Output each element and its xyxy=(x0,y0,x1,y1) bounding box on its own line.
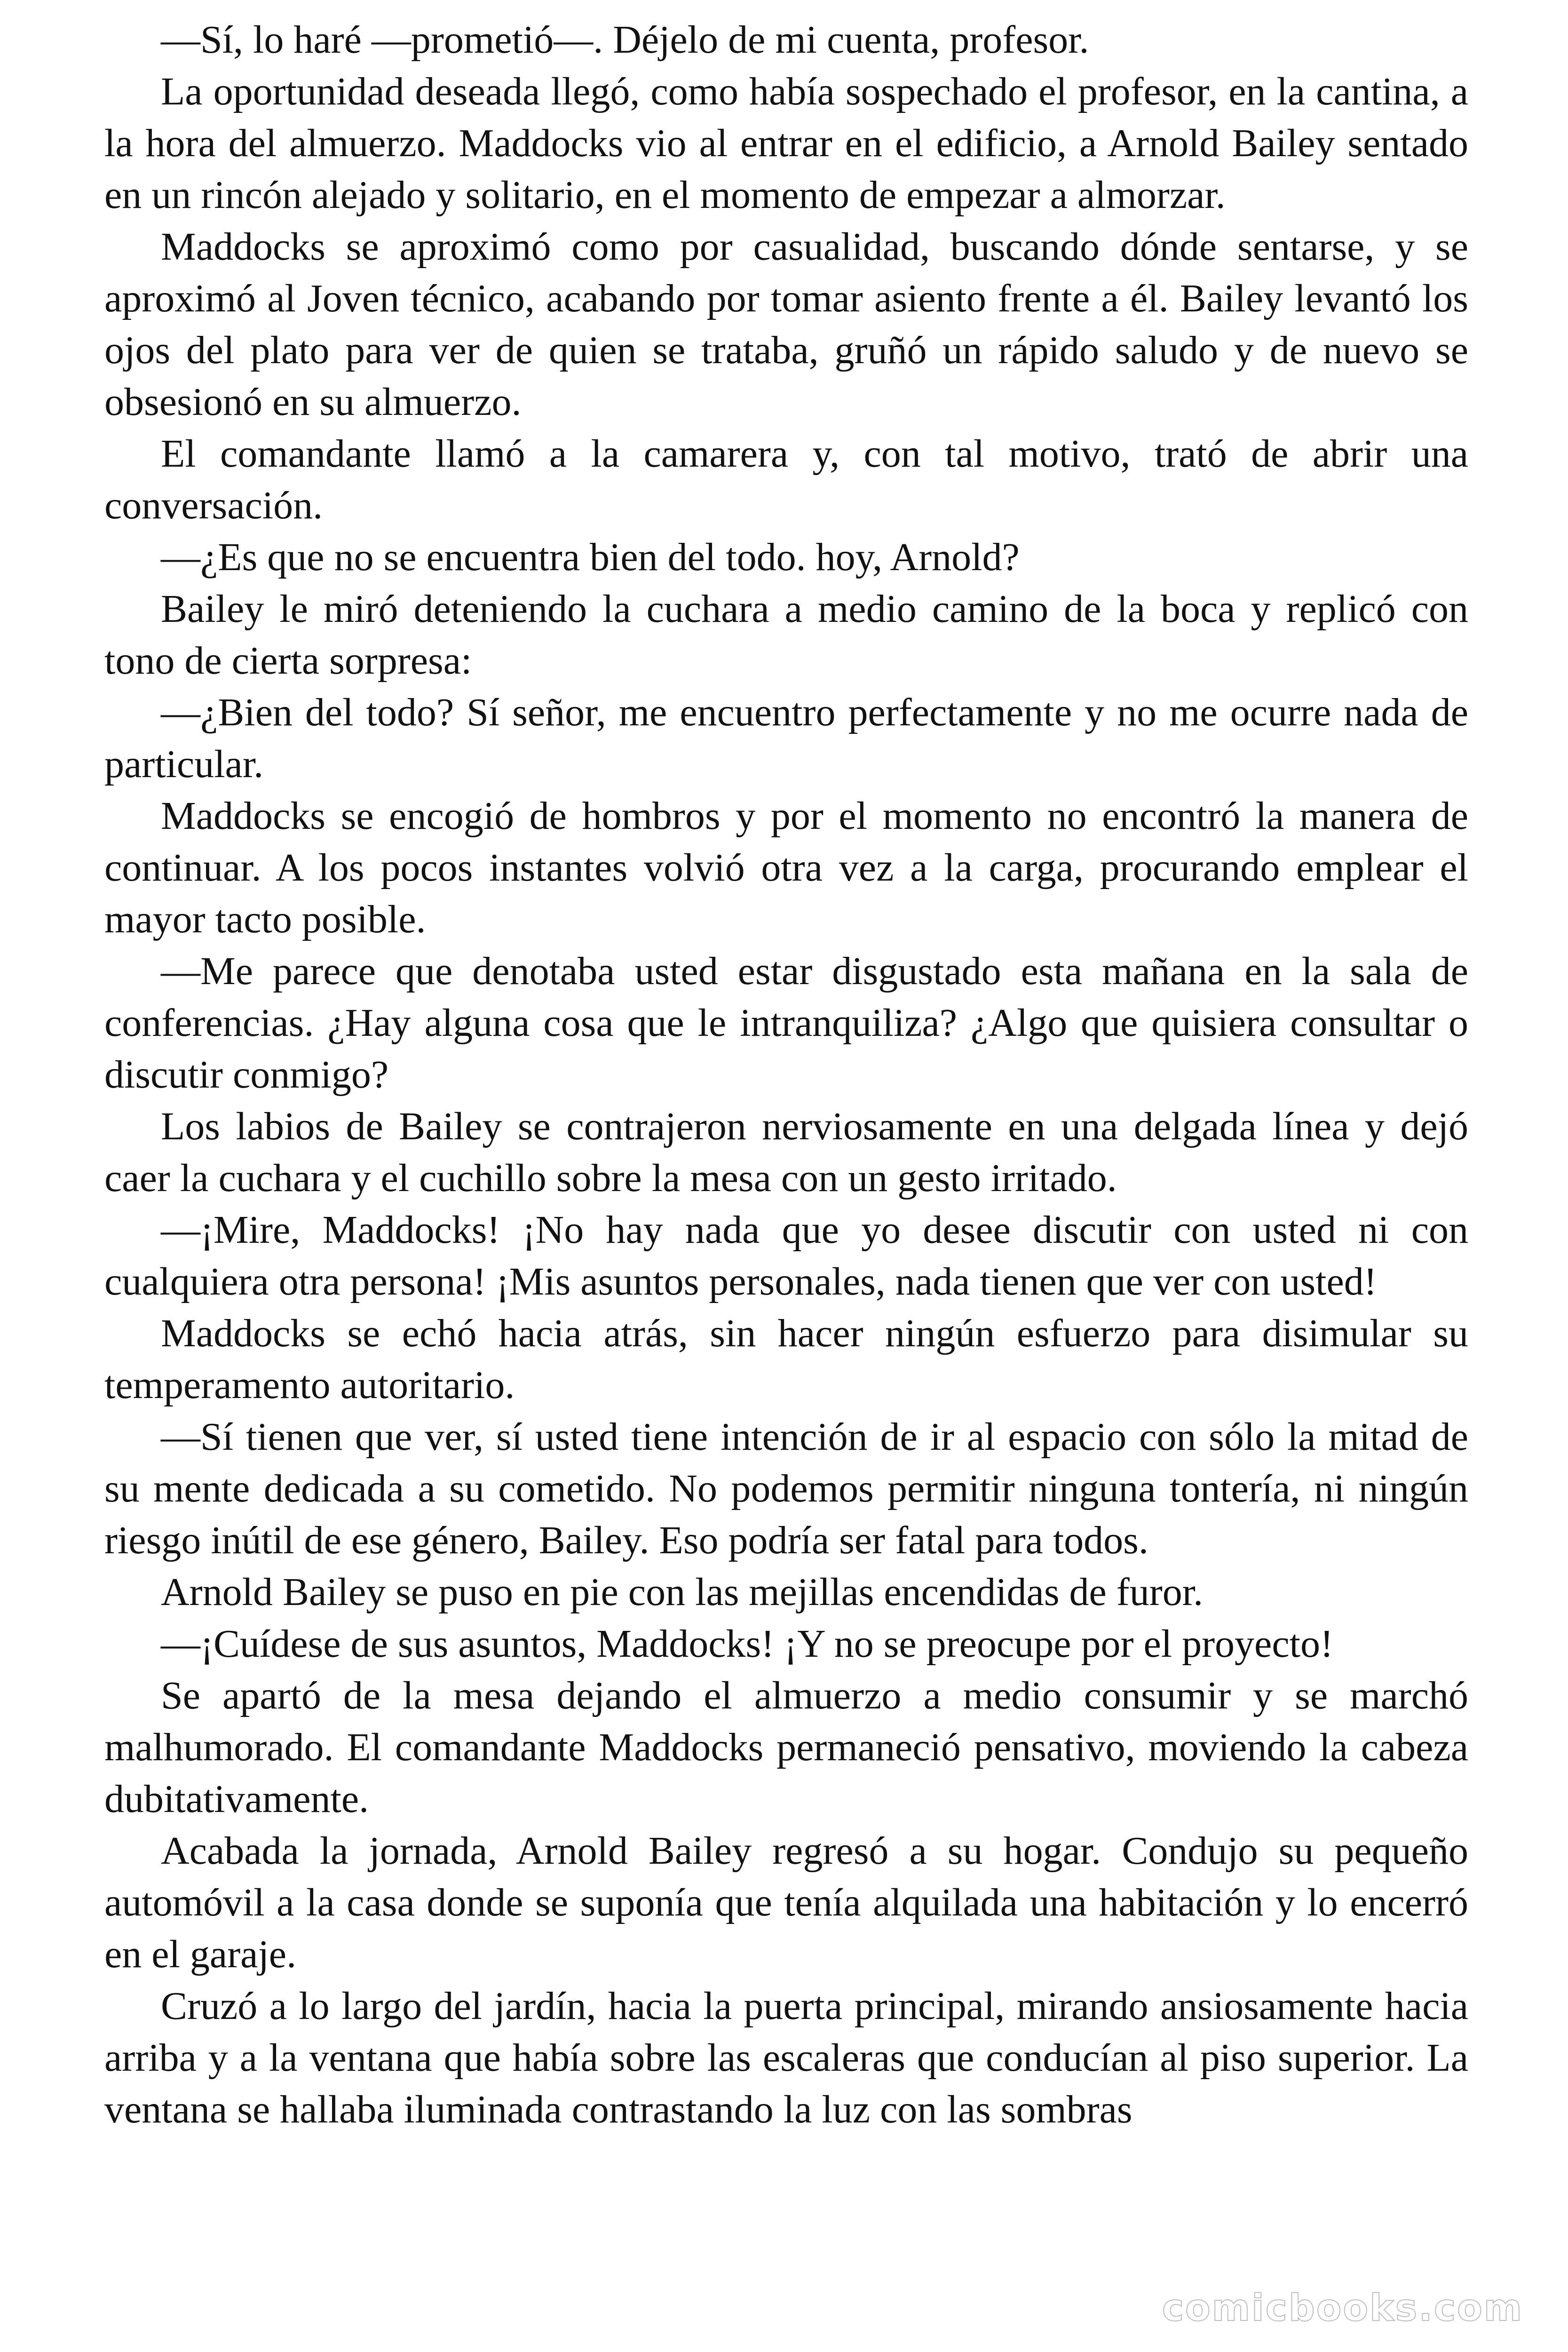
paragraph: La oportunidad deseada llegó, como había sospechado el profesor, en la cantina, a la hora del almuerzo. Maddocks vio al entrar en el edificio, a Arnold Bailey sentado en un rincón alejado y solitario, en el momento de empezar a almorzar. xyxy=(104,70,1468,217)
paragraph: Arnold Bailey se puso en pie con las mejillas encendidas de furor. xyxy=(161,1570,1204,1614)
paragraph: —Sí tienen que ver, sí usted tiene intención de ir al espacio con sólo la mitad de su mente dedicada a su cometido. No podemos permitir ninguna tontería, ni ningún riesgo inútil de ese género, Bailey. Eso podría ser fatal para todos. xyxy=(104,1415,1468,1562)
paragraph: Maddocks se encogió de hombros y por el momento no encontró la manera de continuar. A los pocos instantes volvió otra vez a la carga, procurando emplear el mayor tacto posible. xyxy=(104,794,1468,941)
paragraph: El comandante llamó a la camarera y, con tal motivo, trató de abrir una conversación. xyxy=(104,432,1468,527)
paragraph: Maddocks se aproximó como por casualidad, buscando dónde sentarse, y se aproximó al Joven técnico, acabando por tomar asiento frente a él. Bailey levantó los ojos del plato para ver de quien se trataba, gruñó un rápido saludo y de nuevo se obsesionó en su almuerzo. xyxy=(104,225,1468,424)
paragraph: —Sí, lo haré —prometió—. Déjelo de mi cuenta, profesor. xyxy=(161,18,1089,62)
paragraph: —¡Mire, Maddocks! ¡No hay nada que yo desee discutir con usted ni con cualquiera otra persona! ¡Mis asuntos personales, nada tienen que ver con usted! xyxy=(104,1208,1468,1303)
paragraph: —¿Es que no se encuentra bien del todo. hoy, Arnold? xyxy=(161,535,1020,579)
paragraph: —Me parece que denotaba usted estar disgustado esta mañana en la sala de conferencias. ¿Hay alguna cosa que le intranquiliza? ¿Algo que quisiera consultar o discutir conmigo? xyxy=(104,949,1468,1097)
watermark: comicbooks.com xyxy=(1162,2287,1523,2329)
book-page xyxy=(104,14,1468,2333)
paragraph: Bailey le miró deteniendo la cuchara a medio camino de la boca y replicó con tono de cierta sorpresa: xyxy=(104,587,1468,683)
paragraph: Se apartó de la mesa dejando el almuerzo a medio consumir y se marchó malhumorado. El comandante Maddocks permaneció pensativo, moviendo la cabeza dubitativamente. xyxy=(104,1674,1468,1821)
paragraph: —¿Bien del todo? Sí señor, me encuentro perfectamente y no me ocurre nada de particular. xyxy=(104,691,1468,786)
paragraph: Los labios de Bailey se contrajeron nerviosamente en una delgada línea y dejó caer la cuchara y el cuchillo sobre la mesa con un gesto irritado. xyxy=(104,1104,1468,1200)
paragraph: Acabada la jornada, Arnold Bailey regresó a su hogar. Condujo su pequeño automóvil a la casa donde se suponía que tenía alquilada una habitación y lo encerró en el garaje. xyxy=(104,1829,1468,1976)
paragraph: Cruzó a lo largo del jardín, hacia la puerta principal, mirando ansiosamente hacia arriba y a la ventana que había sobre las escaleras que conducían al piso superior. La ventana se hallaba iluminada contrastando la luz con las sombras xyxy=(104,1984,1468,2131)
paragraph: —¡Cuídese de sus asuntos, Maddocks! ¡Y no se preocupe por el proyecto! xyxy=(161,1622,1333,1666)
paragraph: Maddocks se echó hacia atrás, sin hacer ningún esfuerzo para disimular su temperamento autoritario. xyxy=(104,1311,1468,1407)
